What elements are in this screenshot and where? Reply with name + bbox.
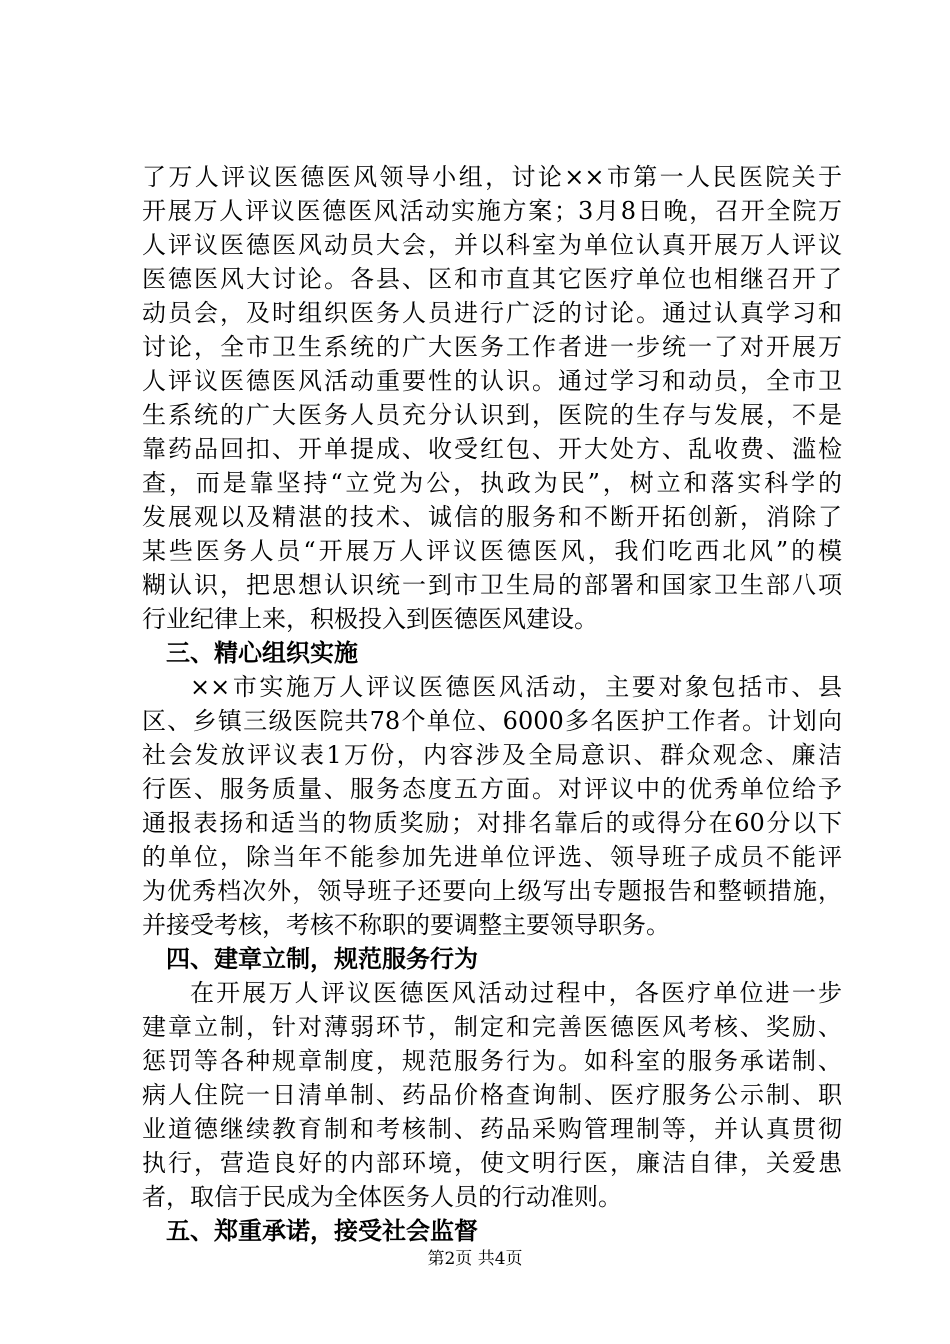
paragraph-line: 生系统的广大医务人员充分认识到，医院的生存与发展，不是 [142, 401, 842, 429]
paragraph-line: 者，取信于民成为全体医务人员的行动准则。 [142, 1183, 622, 1211]
paragraph-line: 糊认识，把思想认识统一到市卫生局的部署和国家卫生部八项 [142, 571, 842, 599]
paragraph-line: 通报表扬和适当的物质奖励；对排名靠后的或得分在60分以下 [142, 809, 842, 837]
paragraph-line: 并接受考核，考核不称职的要调整主要领导职务。 [142, 911, 670, 939]
paragraph-line: 人评议医德医风动员大会，并以科室为单位认真开展万人评议 [142, 231, 842, 259]
paragraph-line: 行医、服务质量、服务态度五方面。对评议中的优秀单位给予 [142, 775, 842, 803]
section-heading-5: 五、郑重承诺，接受社会监督 [166, 1217, 478, 1245]
paragraph-line: ××市实施万人评议医德医风活动，主要对象包括市、县 [190, 673, 842, 701]
paragraph-line: 建章立制，针对薄弱环节，制定和完善医德医风考核、奖励、 [142, 1013, 842, 1041]
document-body [142, 160, 842, 1248]
paragraph-line: 某些医务人员“开展万人评议医德医风，我们吃西北风”的模 [142, 537, 842, 565]
page-number-label: 第2页 共4页 [427, 1249, 523, 1269]
paragraph-line: 靠药品回扣、开单提成、收受红包、开大处方、乱收费、滥检 [142, 435, 842, 463]
paragraph-line: 区、乡镇三级医院共78个单位、6000多名医护工作者。计划向 [142, 707, 842, 735]
paragraph-line: 为优秀档次外，领导班子还要向上级写出专题报告和整顿措施， [142, 877, 842, 905]
paragraph-line: 执行，营造良好的内部环境，使文明行医，廉洁自律，关爱患 [142, 1149, 842, 1177]
paragraph-line: 惩罚等各种规章制度，规范服务行为。如科室的服务承诺制、 [142, 1047, 842, 1075]
paragraph-line: 发展观以及精湛的技术、诚信的服务和不断开拓创新，消除了 [142, 503, 842, 531]
page-footer [0, 1244, 950, 1269]
paragraph-line: 病人住院一日清单制、药品价格查询制、医疗服务公示制、职 [142, 1081, 842, 1109]
paragraph-line: 医德医风大讨论。各县、区和市直其它医疗单位也相继召开了 [142, 265, 842, 293]
paragraph-line: 行业纪律上来，积极投入到医德医风建设。 [142, 605, 598, 633]
paragraph-line: 在开展万人评议医德医风活动过程中，各医疗单位进一步 [190, 979, 842, 1007]
paragraph-line: 社会发放评议表1万份，内容涉及全局意识、群众观念、廉洁 [142, 741, 842, 769]
paragraph-line: 动员会，及时组织医务人员进行广泛的讨论。通过认真学习和 [142, 299, 842, 327]
paragraph-line: 的单位，除当年不能参加先进单位评选、领导班子成员不能评 [142, 843, 842, 871]
paragraph-line: 人评议医德医风活动重要性的认识。通过学习和动员，全市卫 [142, 367, 842, 395]
section-heading-3: 三、精心组织实施 [166, 639, 358, 667]
paragraph-line: 开展万人评议医德医风活动实施方案；3月8日晚，召开全院万 [142, 197, 842, 225]
paragraph-line: 了万人评议医德医风领导小组，讨论××市第一人民医院关于 [142, 163, 842, 191]
paragraph-line: 业道德继续教育制和考核制、药品采购管理制等，并认真贯彻 [142, 1115, 842, 1143]
paragraph-line: 查，而是靠坚持“立党为公，执政为民”，树立和落实科学的 [142, 469, 842, 497]
section-heading-4: 四、建章立制，规范服务行为 [166, 945, 478, 973]
paragraph-line: 讨论，全市卫生系统的广大医务工作者进一步统一了对开展万 [142, 333, 842, 361]
